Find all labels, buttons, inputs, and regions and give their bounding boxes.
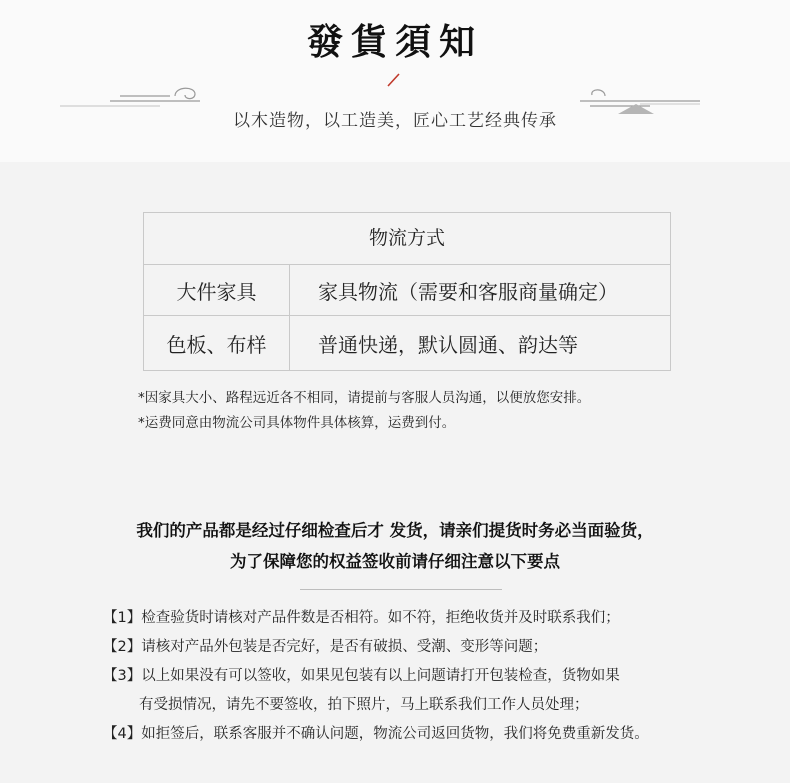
header-slogan: 以木造物，以工造美，匠心工艺经典传承: [233, 111, 557, 131]
logistics-table: [143, 212, 671, 371]
divider: [300, 589, 502, 590]
rule-number: 【4】: [103, 726, 142, 742]
notice-line-2: 为了保障您的权益签收前请仔细注意以下要点: [230, 552, 560, 571]
rule-text: 如拒签后，联系客服并不确认问题，物流公司返回货物，我们将免费重新发货。: [141, 726, 649, 742]
note-line: *运费同意由物流公司具体物件具体核算，运费到付。: [138, 415, 456, 431]
table-heading: 物流方式: [144, 213, 670, 265]
rule-continuation: 有受损情况，请先不要签收，拍下照片，马上联系我们工作人员处理；: [139, 697, 589, 713]
rule-text: 以上如果没有可以签收，如果见包装有以上问题请打开包装检查，货物如果: [141, 668, 620, 684]
rule-text: 检查验货时请核对产品件数是否相符。如不符，拒绝收货并及时联系我们；: [141, 610, 620, 626]
rule-item: [103, 720, 649, 749]
rules-list: [103, 604, 649, 749]
note-line: *因家具大小、路程远近各不相同，请提前与客服人员沟通，以便放您安排。: [138, 390, 591, 406]
inspection-notice: [0, 515, 790, 577]
table-row: [144, 316, 670, 370]
table-cell-type: 色板、布样: [144, 316, 290, 370]
table-cell-method: 家具物流（需要和客服商量确定）: [318, 279, 618, 304]
table-cell-method: 普通快递，默认圆通、韵达等: [318, 332, 578, 357]
rule-number: 【1】: [103, 610, 142, 626]
rule-item: [103, 662, 649, 691]
rule-number: 【3】: [103, 668, 142, 684]
rule-item: [103, 633, 649, 662]
page-title: 發貨須知: [306, 21, 483, 63]
header-banner: [0, 0, 790, 162]
rule-text: 请核对产品外包装是否完好，是否有破损、受潮、变形等问题；: [141, 639, 548, 655]
rule-number: 【2】: [103, 639, 142, 655]
rule-item: [103, 604, 649, 633]
table-row: [144, 265, 670, 316]
table-cell-type: 大件家具: [144, 265, 290, 315]
notice-line-1: 我们的产品都是经过仔细检查后才 发货，请亲们提货时务必当面验货，: [136, 521, 654, 540]
shipping-notes: [138, 386, 590, 436]
